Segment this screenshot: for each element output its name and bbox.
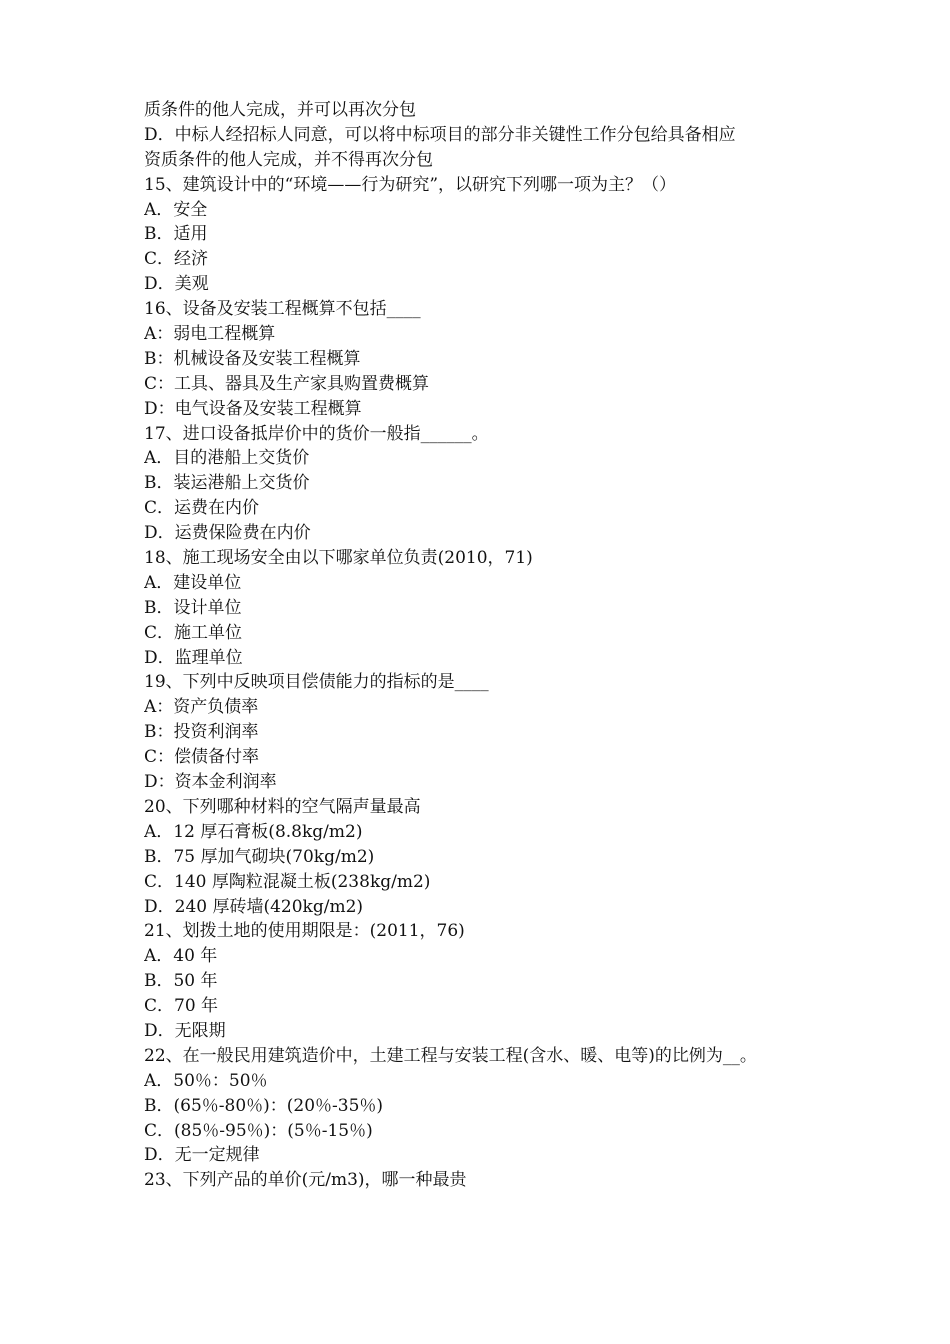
text-line: B：投资利润率 <box>144 722 259 743</box>
text-line: B：机械设备及安装工程概算 <box>144 348 361 369</box>
text-line: B．装运港船上交货价 <box>144 473 310 494</box>
text-line: 资质条件的他人完成，并不得再次分包 <box>144 149 433 170</box>
text-line: 22、在一般民用建筑造价中，土建工程与安装工程(含水、暖、电等)的比例为__。 <box>144 1045 757 1066</box>
document-page <box>144 98 824 1193</box>
text-line: D．美观 <box>144 274 209 295</box>
text-line: B．75 厚加气砌块(70kg/m2) <box>144 846 375 867</box>
text-line: C：偿债备付率 <box>144 747 260 768</box>
text-line: D．中标人经招标人同意，可以将中标项目的部分非关键性工作分包给具备相应 <box>144 124 736 145</box>
text-line: A．建设单位 <box>144 572 242 593</box>
text-line: 16、设备及安装工程概算不包括____ <box>144 299 421 320</box>
text-line: B．50 年 <box>144 971 218 992</box>
text-line: A．12 厚石膏板(8.8kg/m2) <box>144 821 363 842</box>
text-line: D．无一定规律 <box>144 1145 260 1166</box>
text-line: A：资产负债率 <box>144 697 259 718</box>
text-line: D：资本金利润率 <box>144 772 277 793</box>
text-line: 质条件的他人完成，并可以再次分包 <box>144 100 416 120</box>
text-line: C．(85％-95％)：(5％-15％) <box>144 1120 373 1141</box>
text-line: D．无限期 <box>144 1020 226 1041</box>
text-line: C．70 年 <box>144 996 219 1017</box>
text-line: C：工具、器具及生产家具购置费概算 <box>144 373 430 394</box>
text-line: C．经济 <box>144 249 209 270</box>
text-line: B．适用 <box>144 224 208 245</box>
text-line: C．140 厚陶粒混凝土板(238kg/m2) <box>144 871 431 892</box>
text-line: C．运费在内价 <box>144 498 260 519</box>
text-line: 18、施工现场安全由以下哪家单位负责(2010，71) <box>144 548 533 569</box>
text-line: 21、划拨土地的使用期限是：(2011，76) <box>144 921 465 942</box>
text-line: C．施工单位 <box>144 622 243 643</box>
text-line: D．运费保险费在内价 <box>144 523 311 544</box>
text-line: D．监理单位 <box>144 647 243 668</box>
text-line: A．安全 <box>144 199 208 220</box>
text-line: A：弱电工程概算 <box>144 324 276 345</box>
text-line: A．50％：50％ <box>144 1070 268 1091</box>
text-line: A．目的港船上交货价 <box>144 448 310 469</box>
text-line: 19、下列中反映项目偿债能力的指标的是____ <box>144 672 489 693</box>
text-line: D：电气设备及安装工程概算 <box>144 398 362 419</box>
text-line: B．(65％-80％)：(20％-35％) <box>144 1095 384 1116</box>
text-line: D．240 厚砖墙(420kg/m2) <box>144 896 364 917</box>
text-line: 15、建筑设计中的“环境——行为研究”，以研究下列哪一项为主？（） <box>144 174 677 195</box>
text-line: A．40 年 <box>144 946 218 967</box>
text-line: 20、下列哪种材料的空气隔声量最高 <box>144 796 421 817</box>
text-line: B．设计单位 <box>144 597 242 618</box>
text-line: 23、下列产品的单价(元/m3)，哪一种最贵 <box>144 1170 467 1191</box>
text-line: 17、进口设备抵岸价中的货价一般指______。 <box>144 423 489 444</box>
